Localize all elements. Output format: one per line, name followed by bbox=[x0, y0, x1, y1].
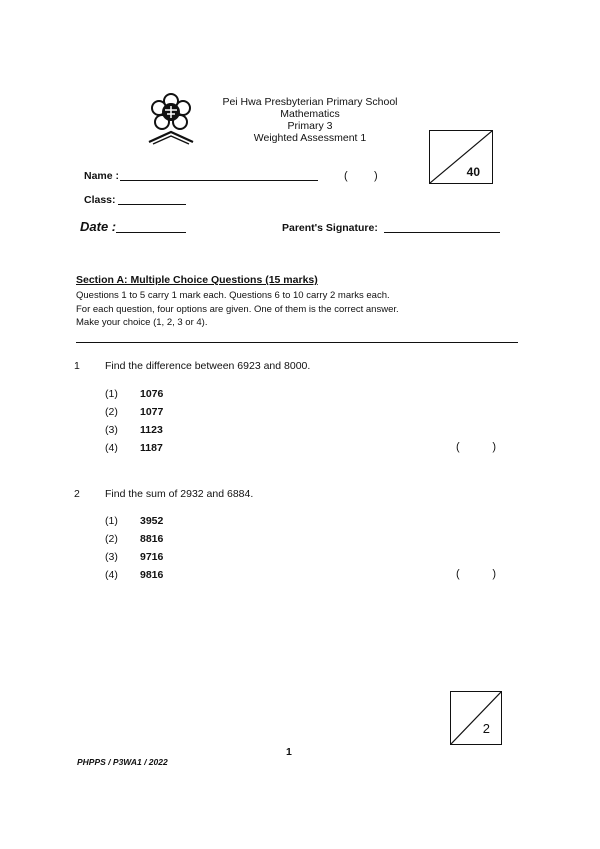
page-marks-box bbox=[450, 691, 502, 745]
option-value: 8816 bbox=[140, 533, 164, 545]
option-value: 1187 bbox=[140, 442, 163, 454]
instruction-line: Questions 1 to 5 carry 1 mark each. Questions 6 to 10 carry 2 marks each. bbox=[76, 290, 390, 301]
date-label: Date : bbox=[80, 219, 117, 234]
option-value: 9816 bbox=[140, 569, 164, 581]
name-label: Name : bbox=[84, 170, 120, 182]
instruction-line: Make your choice (1, 2, 3 or 4). bbox=[76, 317, 208, 328]
name-field[interactable] bbox=[120, 180, 318, 181]
instruction-line: For each question, four options are given. One of them is the correct answer. bbox=[76, 303, 399, 315]
option-value: 1123 bbox=[140, 424, 163, 436]
bracket-open: ( bbox=[456, 441, 460, 453]
page-number: 1 bbox=[286, 746, 292, 758]
option-label: (3) bbox=[105, 424, 118, 436]
section-instructions bbox=[76, 289, 506, 330]
name-bracket-close: ) bbox=[374, 170, 378, 182]
bracket-open: ( bbox=[456, 568, 460, 580]
class-field[interactable] bbox=[118, 204, 186, 205]
option-label: (3) bbox=[105, 551, 118, 563]
total-marks-box bbox=[429, 130, 493, 184]
footer-code: PHPPS / P3WA1 / 2022 bbox=[77, 757, 168, 767]
marks-diagonal bbox=[430, 131, 492, 183]
question-number: 1 bbox=[74, 360, 80, 372]
option-label: (4) bbox=[105, 442, 118, 454]
total-marks: 40 bbox=[466, 165, 480, 179]
name-bracket-open: ( bbox=[344, 170, 348, 182]
bracket-close: ) bbox=[492, 441, 496, 453]
option-label: (2) bbox=[105, 533, 118, 545]
date-field[interactable] bbox=[116, 232, 186, 233]
question-text: Find the difference between 6923 and 8000. bbox=[105, 360, 311, 372]
option-value: 1077 bbox=[140, 406, 164, 418]
option-label: (4) bbox=[105, 569, 118, 581]
subject: Mathematics bbox=[280, 108, 340, 120]
option-value: 3952 bbox=[140, 515, 164, 527]
signature-field[interactable] bbox=[384, 232, 500, 233]
option-label: (1) bbox=[105, 515, 118, 527]
answer-bracket[interactable] bbox=[456, 568, 496, 580]
section-title: Section A: Multiple Choice Questions (15 marks) bbox=[76, 274, 318, 286]
section-divider bbox=[76, 342, 518, 343]
question-number: 2 bbox=[74, 488, 80, 500]
assessment-title: Weighted Assessment 1 bbox=[253, 132, 367, 144]
question-text: Find the sum of 2932 and 6884. bbox=[105, 488, 254, 500]
school-name: Pei Hwa Presbyterian Primary School bbox=[222, 96, 398, 108]
class-label: Class: bbox=[84, 194, 116, 206]
level: Primary 3 bbox=[287, 120, 333, 132]
option-value: 1076 bbox=[140, 388, 164, 400]
signature-label: Parent's Signature: bbox=[282, 222, 378, 234]
page-marks-diagonal bbox=[451, 692, 501, 744]
page-marks: 2 bbox=[482, 721, 490, 736]
option-label: (2) bbox=[105, 406, 118, 418]
option-label: (1) bbox=[105, 388, 118, 400]
bracket-close: ) bbox=[492, 568, 496, 580]
option-value: 9716 bbox=[140, 551, 164, 563]
answer-bracket[interactable] bbox=[456, 441, 496, 453]
